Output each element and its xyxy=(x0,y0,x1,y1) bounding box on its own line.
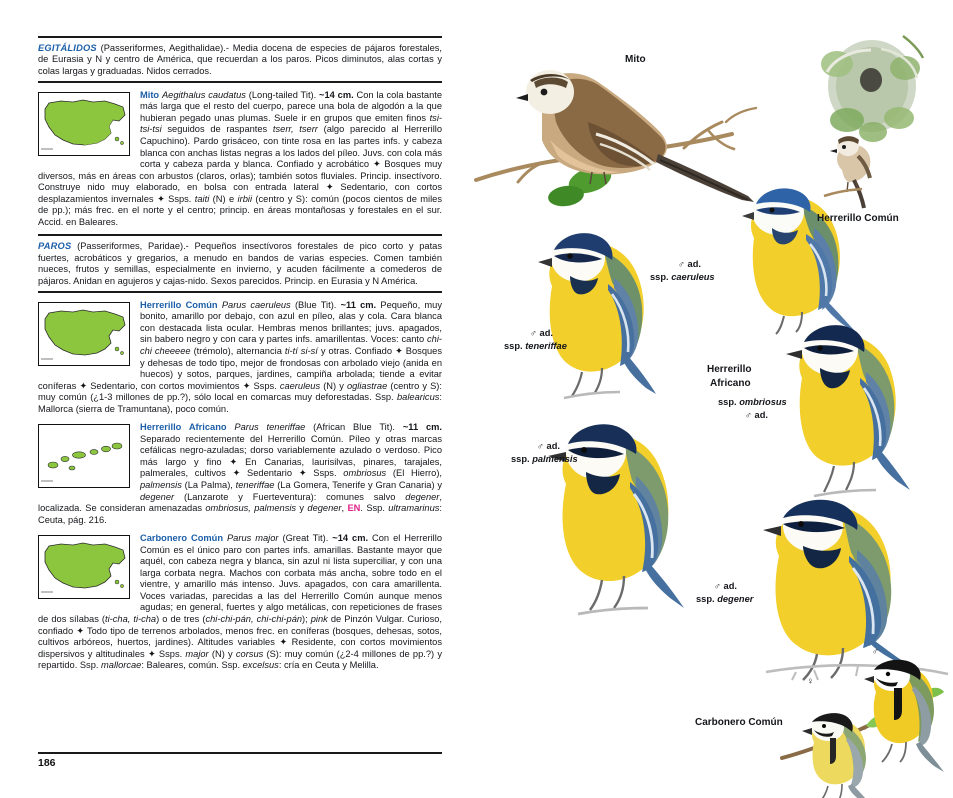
species-english-name-herrerillo-comun: (Blue Tit). xyxy=(294,299,337,310)
family-description-egitalidos: Media docena de especies de pájaros forestales, de Eurasia y N y centro de América, que recuerdan a los paros. Picos diminutos, alas cortas y colas largas y graduadas. Nidos cerrados. xyxy=(38,42,442,76)
plate-label-degener-ssp: ssp. degener xyxy=(696,594,754,604)
species-description-herrerillo-africano: Separado recientemente del Herrerillo Común. Píleo y otras marcas cefálicas negro-azuladas; dorso variablemente azulado o verdoso. Pico más largo y fino ✦ En Canarias, laurisilvas, pinares, tarajales, palmerales, cultivos ✦ Sedentario ✦ Ssps. ombriosus (El Hierro), palmensis (La Palma), teneriffae (La Gomera, Tenerife y Gran Canaria) y degener (Lanzarote y Fuerteventura): comunes salvo degener, localizada. Se consideran amenazadas ombriosus, palmensis y degener, EN. Ssp. ultramarinus: Ceuta, pág. 216. xyxy=(38,433,443,525)
divider-rule-after-egitalidos xyxy=(38,81,442,83)
distribution-map-herrerillo-comun xyxy=(38,302,130,366)
family-description-paros: Pequeños insectívoros forestales de pico corto y patas fuertes, acrobáticos y gregarios, a menudo en bandos de varias especies. Comen también nueces, frutos y semillas, especialmente en invierno, y acuden fácilmente a comederos de pájaros. Anidan en agujeros y cajas-nido. Sexos parecidos. Princip. en Eurasia y N América. xyxy=(38,240,442,286)
family-name-egitalidos: EGITÁLIDOS xyxy=(38,42,97,53)
plate-label-carbonero-male: ♂ xyxy=(872,646,879,656)
species-entry-herrerillo-africano xyxy=(38,422,442,526)
species-description-mito: Con la cola bastante más larga que el resto del cuerpo, parece una bola de algodón a la que hubieran pegado unas plumas. Suele ir en grupos que emiten finos tsi-tsi-tsi seguidos de raspantes tserr, tserr (algo parecido al Herrerillo Capuchino). Pardo grisáceo, con tinte rosa en las partes infs. y cabeza blanca con anchas listas negras a los lados del píleo. Juvs. con cola más corta y cabeza parda y blanca. Confiado y acrobático ✦ Bosques muy diversos, más en áreas con arbustos (claros, orlas); también sotos fluviales. Princip. insectívoro. Construye nido muy elaborado, en bolsa con entrada lateral ✦ Sedentario, con cortos desplazamientos invernales ✦ Ssps. taiti (N) e irbii (centro y S): común (pocos cientos de miles de pp.); más frec. en el norte y el centro; princip. en áreas montañosas y forestales en el sur. Accid. en Baleares. xyxy=(38,89,442,227)
plate-label-herrerillo-comun: Herrerillo Común xyxy=(817,213,899,224)
divider-rule-after-paros xyxy=(38,291,442,293)
species-scientific-name-herrerillo-africano: Parus teneriffae xyxy=(234,422,306,433)
divider-rule-bottom xyxy=(38,752,442,754)
distribution-map-carbonero-comun xyxy=(38,535,130,599)
plate-label-carbonero-female: ♀ xyxy=(807,676,814,686)
plate-label-ombriosus-sex: ♂ ad. xyxy=(745,410,768,420)
plate-label-carbonero-comun: Carbonero Común xyxy=(695,717,783,728)
species-english-name-herrerillo-africano: (African Blue Tit). xyxy=(313,422,395,433)
family-block-paros xyxy=(38,236,442,291)
species-size-herrerillo-africano: ~11 cm. xyxy=(402,422,442,433)
distribution-map-mito xyxy=(38,92,130,156)
illustration-carbonero-comun-pair xyxy=(772,638,952,786)
species-common-name-carbonero-comun: Carbonero Común xyxy=(140,533,223,544)
plate-label-caeruleus-ssp: ssp. caeruleus xyxy=(650,272,715,282)
species-size-herrerillo-comun: ~11 cm. xyxy=(340,299,377,310)
species-english-name-mito: (Long-tailed Tit). xyxy=(248,89,317,100)
species-description-carbonero-comun: Con el Herrerillo Común es el único paro con partes infs. amarillas. Bastante mayor que aquél, con cabeza negra y blanca, sin azul ni lista superciliar, y con una larga corbata negra. Machos con corbata más ancha, sobre todo en el vientre, y amarillo más intenso. Juvs. apagados, con cara amarillenta. Voces variadas, parecidas a las del Herrerillo Común aunque menos agudas; en general, fuertes y algo metálicas, con repeticiones de frases de dos sílabas (ti-cha, ti-cha) o de tres (chi-chi-pán, chi-chi-pán); pink de Pinzón Vulgar. Curioso, confiado ✦ Todo tipo de terrenos arbolados, menos frec. en coníferas (bosques, dehesas, sotos, cultivos arbóreos, huertos, jardines). Altitudes variables ✦ Residente, con cortos movimientos dispersivos y altitudinales ✦ Ssps. major (N) y corsus (S): muy común (¿2-4 millones de pp.?) y repartido. Ssp. mallorcae: Baleares, común. Ssp. excelsus: cría en Ceuta y Melilla. xyxy=(38,533,442,671)
species-common-name-mito: Mito xyxy=(140,89,160,100)
plate-label-palmensis-sex: ♂ ad. xyxy=(537,441,560,451)
plate-label-herrerillo-africano-1: Herrerillo xyxy=(707,364,752,375)
plate-label-ombriosus-ssp: ssp. ombriosus xyxy=(718,397,787,407)
species-scientific-name-herrerillo-comun: Parus caeruleus xyxy=(221,299,291,310)
plate-label-caeruleus-sex: ♂ ad. xyxy=(678,259,701,269)
page-number: 186 xyxy=(38,757,56,769)
illustration-plate xyxy=(462,0,953,798)
illustration-herrerillo-comun-caeruleus xyxy=(710,182,870,332)
species-entry-herrerillo-comun xyxy=(38,300,442,415)
plate-label-teneriffae-sex: ♂ ad. xyxy=(530,328,553,338)
species-scientific-name-mito: Aegithalus caudatus xyxy=(161,89,246,100)
distribution-map-herrerillo-africano xyxy=(38,424,130,488)
illustration-herrerillo-africano-teneriffae xyxy=(504,228,674,413)
plate-label-degener-sex: ♂ ad. xyxy=(714,581,737,591)
plate-label-palmensis-ssp: ssp. palmensis xyxy=(511,454,578,464)
text-column xyxy=(38,36,442,672)
species-scientific-name-carbonero-comun: Parus major xyxy=(226,533,279,544)
species-size-carbonero-comun: ~14 cm. xyxy=(332,533,369,544)
plate-label-mito: Mito xyxy=(625,54,646,65)
family-taxonomy-paros: (Passeriformes, Paridae).- xyxy=(77,240,189,251)
species-entry-mito xyxy=(38,90,442,229)
species-english-name-carbonero-comun: (Great Tit). xyxy=(282,533,329,544)
family-name-paros: PAROS xyxy=(38,240,72,251)
species-common-name-herrerillo-africano: Herrerillo Africano xyxy=(140,422,227,433)
species-common-name-herrerillo-comun: Herrerillo Común xyxy=(140,299,218,310)
illustration-herrerillo-africano-ombriosus xyxy=(752,320,927,510)
family-block-egitalidos xyxy=(38,38,442,82)
species-description-herrerillo-comun: Pequeño, muy bonito, amarillo por debajo, con azul en píleo, alas y cola. Cara blanca con destacada lista ocular. Hembras menos brillantes; juvs. apagados, sin babero negro y con cara y partes infs. amarillentas. Voces: canto chi-chi cheeeee (trémolo), alternancia ti-tí si-sí y otras. Confiado ✦ Bosques y dehesas de todo tipo, mejor de frondosas con arbolado viejo (anida en huecos) y sotos, parques, jardines, campiña arbolada; tiende a evitar coníferas ✦ Sedentario, con cortos movimientos ✦ Ssps. caeruleus (N) y ogliastrae (centro y S): muy común (¿1-3 millones de pp.?), sólo local en comarcas muy deforestadas. Ssp. balearicus: Mallorca (sierra de Tramuntana), poco común. xyxy=(38,299,442,414)
plate-label-teneriffae-ssp: ssp. teneriffae xyxy=(504,341,567,351)
species-size-mito: ~14 cm. xyxy=(319,89,354,100)
species-entry-carbonero-comun xyxy=(38,533,442,672)
family-taxonomy-egitalidos: (Passeriformes, Aegithalidae).- xyxy=(100,42,229,53)
plate-label-herrerillo-africano-2: Africano xyxy=(710,378,751,389)
